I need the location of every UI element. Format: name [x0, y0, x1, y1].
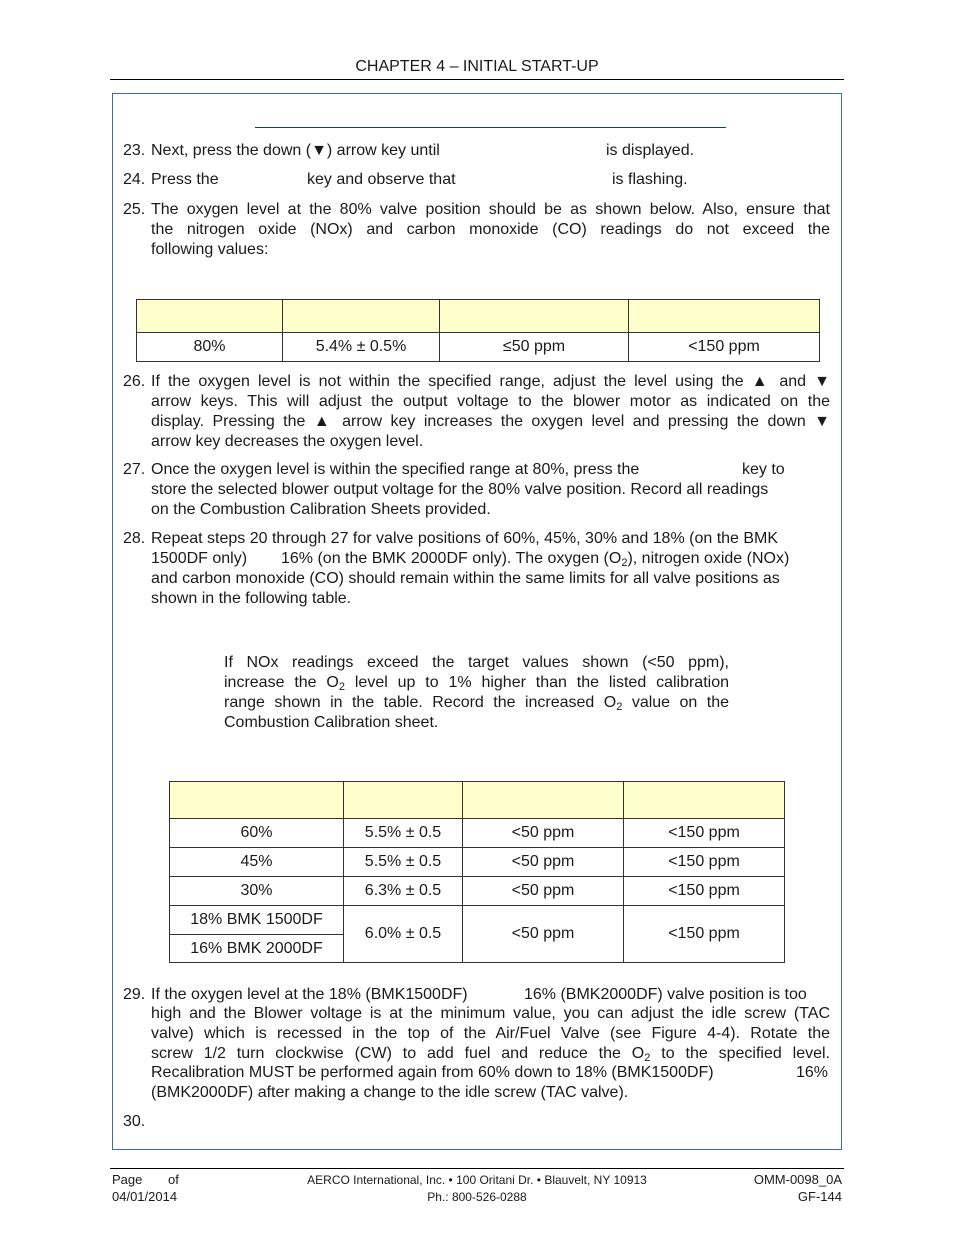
text-fragment: 16% (on the BMK 2000DF only). The oxygen (O	[281, 550, 622, 567]
step-number: 25.	[123, 201, 146, 218]
header-rule	[110, 79, 844, 80]
footer-company: AERCO International, Inc. • 100 Oritani Dr. • Blauvelt, NY 10913	[307, 1173, 647, 1187]
step-25-text	[151, 200, 830, 260]
step-number: 26.	[123, 373, 146, 390]
subscript: 2	[338, 681, 345, 693]
step-number: 29.	[123, 986, 146, 1003]
step-28-line: shown in the following table.	[151, 590, 352, 607]
table-cell: 30%	[170, 877, 344, 906]
table-cell: 5.4% ± 0.5%	[283, 333, 440, 362]
step-23-text-end: is displayed.	[606, 142, 695, 159]
step-27-line: on the Combustion Calibration Sheets provided.	[151, 501, 491, 518]
table-row	[170, 877, 785, 906]
text-fragment: to the specified level.	[661, 1045, 831, 1062]
nox-note	[224, 653, 729, 733]
text-fragment: value on the	[631, 694, 729, 711]
subscript: 2	[616, 701, 623, 713]
text-line: If the oxygen level is not within the specified range, adjust the level using the ▲ and ▼	[151, 373, 830, 390]
text-fragment: level up to 1% higher than the listed calibration	[354, 674, 729, 691]
text-line	[224, 693, 729, 713]
table-cell: 5.5% ± 0.5	[344, 819, 463, 848]
table-cell: <150 ppm	[624, 848, 785, 877]
step-number: 23.	[123, 142, 146, 159]
table-row	[170, 906, 785, 935]
text-line	[151, 1044, 830, 1064]
text-line: following values:	[151, 241, 269, 258]
step-24-text-end: is flashing.	[612, 171, 688, 188]
table-cell: 5.5% ± 0.5	[344, 848, 463, 877]
table-cell: <50 ppm	[463, 819, 624, 848]
step-number: 28.	[123, 530, 146, 547]
text-line	[224, 673, 729, 693]
subscript: 2	[621, 557, 628, 569]
table-cell: 18% BMK 1500DF	[170, 906, 344, 935]
footer-form-code: GF-144	[797, 1189, 842, 1204]
subscript: 2	[644, 1052, 651, 1064]
text-line: The oxygen level at the 80% valve position should be as shown below. Also, ensure that	[151, 201, 830, 218]
table-cell: <50 ppm	[463, 906, 624, 963]
section-title-rule	[255, 127, 726, 128]
step-28-line: Repeat steps 20 through 27 for valve positions of 60%, 45%, 30% and 18% (on the BMK	[151, 530, 779, 547]
table-cell: <150 ppm	[624, 819, 785, 848]
footer-phone: Ph.: 800-526-0288	[427, 1190, 527, 1204]
step-26-text	[151, 372, 830, 452]
text-line: Combustion Calibration sheet.	[224, 714, 439, 731]
table-header-row	[170, 782, 785, 819]
text-line: If NOx readings exceed the target values shown (<50 ppm),	[224, 654, 729, 671]
step-29-line: 16% (BMK2000DF) valve position is too	[524, 986, 807, 1003]
footer-doc-number: OMM-0098_0A	[753, 1172, 842, 1187]
footer-page-label: Page	[112, 1172, 143, 1187]
calibration-table-positions	[169, 781, 785, 963]
table-cell: <150 ppm	[629, 333, 820, 362]
table-cell: 45%	[170, 848, 344, 877]
text-line: high and the Blower voltage is at the minimum value, you can adjust the idle screw (TAC	[151, 1005, 830, 1022]
footer-of-label: of	[168, 1172, 179, 1187]
table-row	[137, 333, 820, 362]
step-24-text: Press the	[151, 171, 219, 188]
text-line: the nitrogen oxide (NOx) and carbon monoxide (CO) readings do not exceed the	[151, 221, 830, 238]
step-29-text	[151, 1004, 830, 1064]
table-cell: 6.0% ± 0.5	[344, 906, 463, 963]
table-cell: 6.3% ± 0.5	[344, 877, 463, 906]
text-line: arrow keys. This will adjust the output voltage to the blower motor as indicated on the	[151, 393, 830, 410]
step-27-line: store the selected blower output voltage for the 80% valve position. Record all readings	[151, 481, 769, 498]
table-cell: ≤50 ppm	[440, 333, 629, 362]
step-28-line	[281, 549, 789, 569]
step-28-line: and carbon monoxide (CO) should remain within the same limits for all valve positions as	[151, 570, 780, 587]
table-cell: <150 ppm	[624, 877, 785, 906]
footer-date: 04/01/2014	[112, 1189, 178, 1204]
text-line: display. Pressing the ▲ arrow key increases the oxygen level and pressing the down ▼	[151, 413, 830, 430]
step-number: 24.	[123, 171, 146, 188]
step-29-line: (BMK2000DF) after making a change to the idle screw (TAC valve).	[151, 1084, 629, 1101]
step-number: 27.	[123, 461, 146, 478]
table-row	[170, 848, 785, 877]
table-row	[170, 819, 785, 848]
step-28-line: 1500DF only)	[151, 550, 248, 567]
step-23-text: Next, press the down (▼) arrow key until	[151, 142, 440, 159]
table-cell: 80%	[137, 333, 283, 362]
step-number: 30.	[123, 1113, 146, 1130]
text-line: arrow key decreases the oxygen level.	[151, 433, 424, 450]
step-29-line: Recalibration MUST be performed again from 60% down to 18% (BMK1500DF)	[151, 1064, 714, 1081]
table-cell: 60%	[170, 819, 344, 848]
calibration-table-80	[136, 299, 820, 362]
table-cell: <50 ppm	[463, 877, 624, 906]
step-27-text-end: key to	[742, 461, 785, 478]
text-fragment: screw 1/2 turn clockwise (CW) to add fuel and reduce the O	[151, 1045, 645, 1062]
step-29-line: 16%	[796, 1064, 829, 1081]
chapter-header: CHAPTER 4 – INITIAL START-UP	[355, 58, 599, 75]
step-29-line: If the oxygen level at the 18% (BMK1500DF)	[151, 986, 468, 1003]
step-24-text-mid: key and observe that	[307, 171, 456, 188]
table-cell: <150 ppm	[624, 906, 785, 963]
text-fragment: increase the O	[224, 674, 339, 691]
text-fragment: range shown in the table. Record the increased O	[224, 694, 617, 711]
step-27-text: Once the oxygen level is within the specified range at 80%, press the	[151, 461, 640, 478]
text-fragment: ), nitrogen oxide (NOx)	[627, 550, 790, 567]
table-cell: <50 ppm	[463, 848, 624, 877]
text-line: valve) which is recessed in the top of the Air/Fuel Valve (see Figure 4-4). Rotate the	[151, 1025, 830, 1042]
table-cell: 16% BMK 2000DF	[170, 935, 344, 963]
footer-rule	[110, 1168, 844, 1169]
table-header-row	[137, 300, 820, 333]
